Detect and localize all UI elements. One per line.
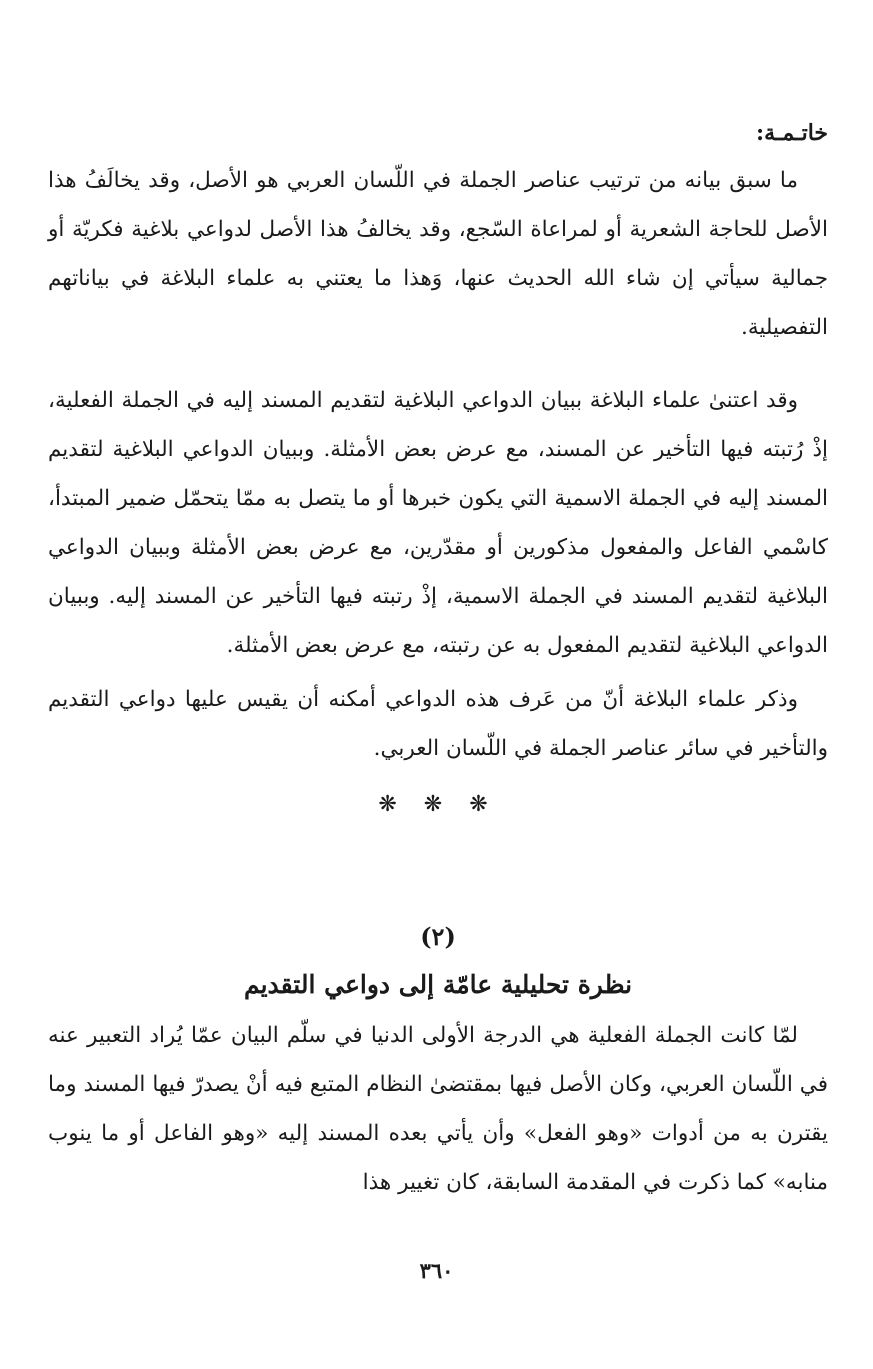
paragraph-1: ما سبق بيانه من ترتيب عناصر الجملة في اللّسان العربي هو الأصل، وقد يخالَفُ هذا الأصل للحاجة الشعرية أو لمراعاة السّجع، وقد يخالفُ هذا الأصل لدواعي بلاغية فكريّة أو جمالية سيأتي إن شاء الله الحديث عنها، وَهذا ما يعتني به علماء البلاغة في بياناتهم التفصيلية. xyxy=(48,168,828,340)
page-number: ٣٦٠ xyxy=(419,1258,454,1283)
section-title: نظرة تحليلية عامّة إلى دواعي التقديم xyxy=(243,970,633,999)
section-separator: ❋ ❋ ❋ xyxy=(378,792,498,817)
closing-heading: خاتـمـة: xyxy=(756,120,828,146)
paragraph-3: وذكر علماء البلاغة أنّ من عَرف هذه الدواعي أمكنه أن يقيس عليها دواعي التقديم والتأخير في سائر عناصر الجملة في اللّسان العربي. xyxy=(48,687,828,761)
section-number: (٢) xyxy=(420,922,456,951)
paragraph-2: وقد اعتنىٰ علماء البلاغة ببيان الدواعي البلاغية لتقديم المسند إليه في الجملة الفعلية، إذْ رُتبته فيها التأخير عن المسند، مع عرض بعض الأمثلة. وببيان الدواعي البلاغية لتقديم المسند إليه في الجملة الاسمية التي يكون خبرها أو ما يتصل به ممّا يتحمّل ضمير المبتدأ، كاسْمي الفاعل والمفعول مذكورين أو مقدّرين، مع عرض بعض الأمثلة وببيان الدواعي البلاغية لتقديم المسند في الجملة الاسمية، إذْ رتبته فيها التأخير عن المسند إليه. وببيان الدواعي البلاغية لتقديم المفعول به عن رتبته، مع عرض بعض الأمثلة. xyxy=(48,388,828,658)
paragraph-4: لمّا كانت الجملة الفعلية هي الدرجة الأولى الدنيا في سلّم البيان عمّا يُراد التعبير عنه في اللّسان العربي، وكان الأصل فيها بمقتضىٰ النظام المتبع فيه أنْ يصدرّ فيها المسند وما يقترن به من أدوات «وهو الفعل» وأن يأتي بعده المسند إليه «وهو الفاعل أو ما ينوب منابه» كما ذكرت في المقدمة السابقة، كان تغيير هذا xyxy=(48,1023,828,1195)
page-body xyxy=(48,110,828,1207)
